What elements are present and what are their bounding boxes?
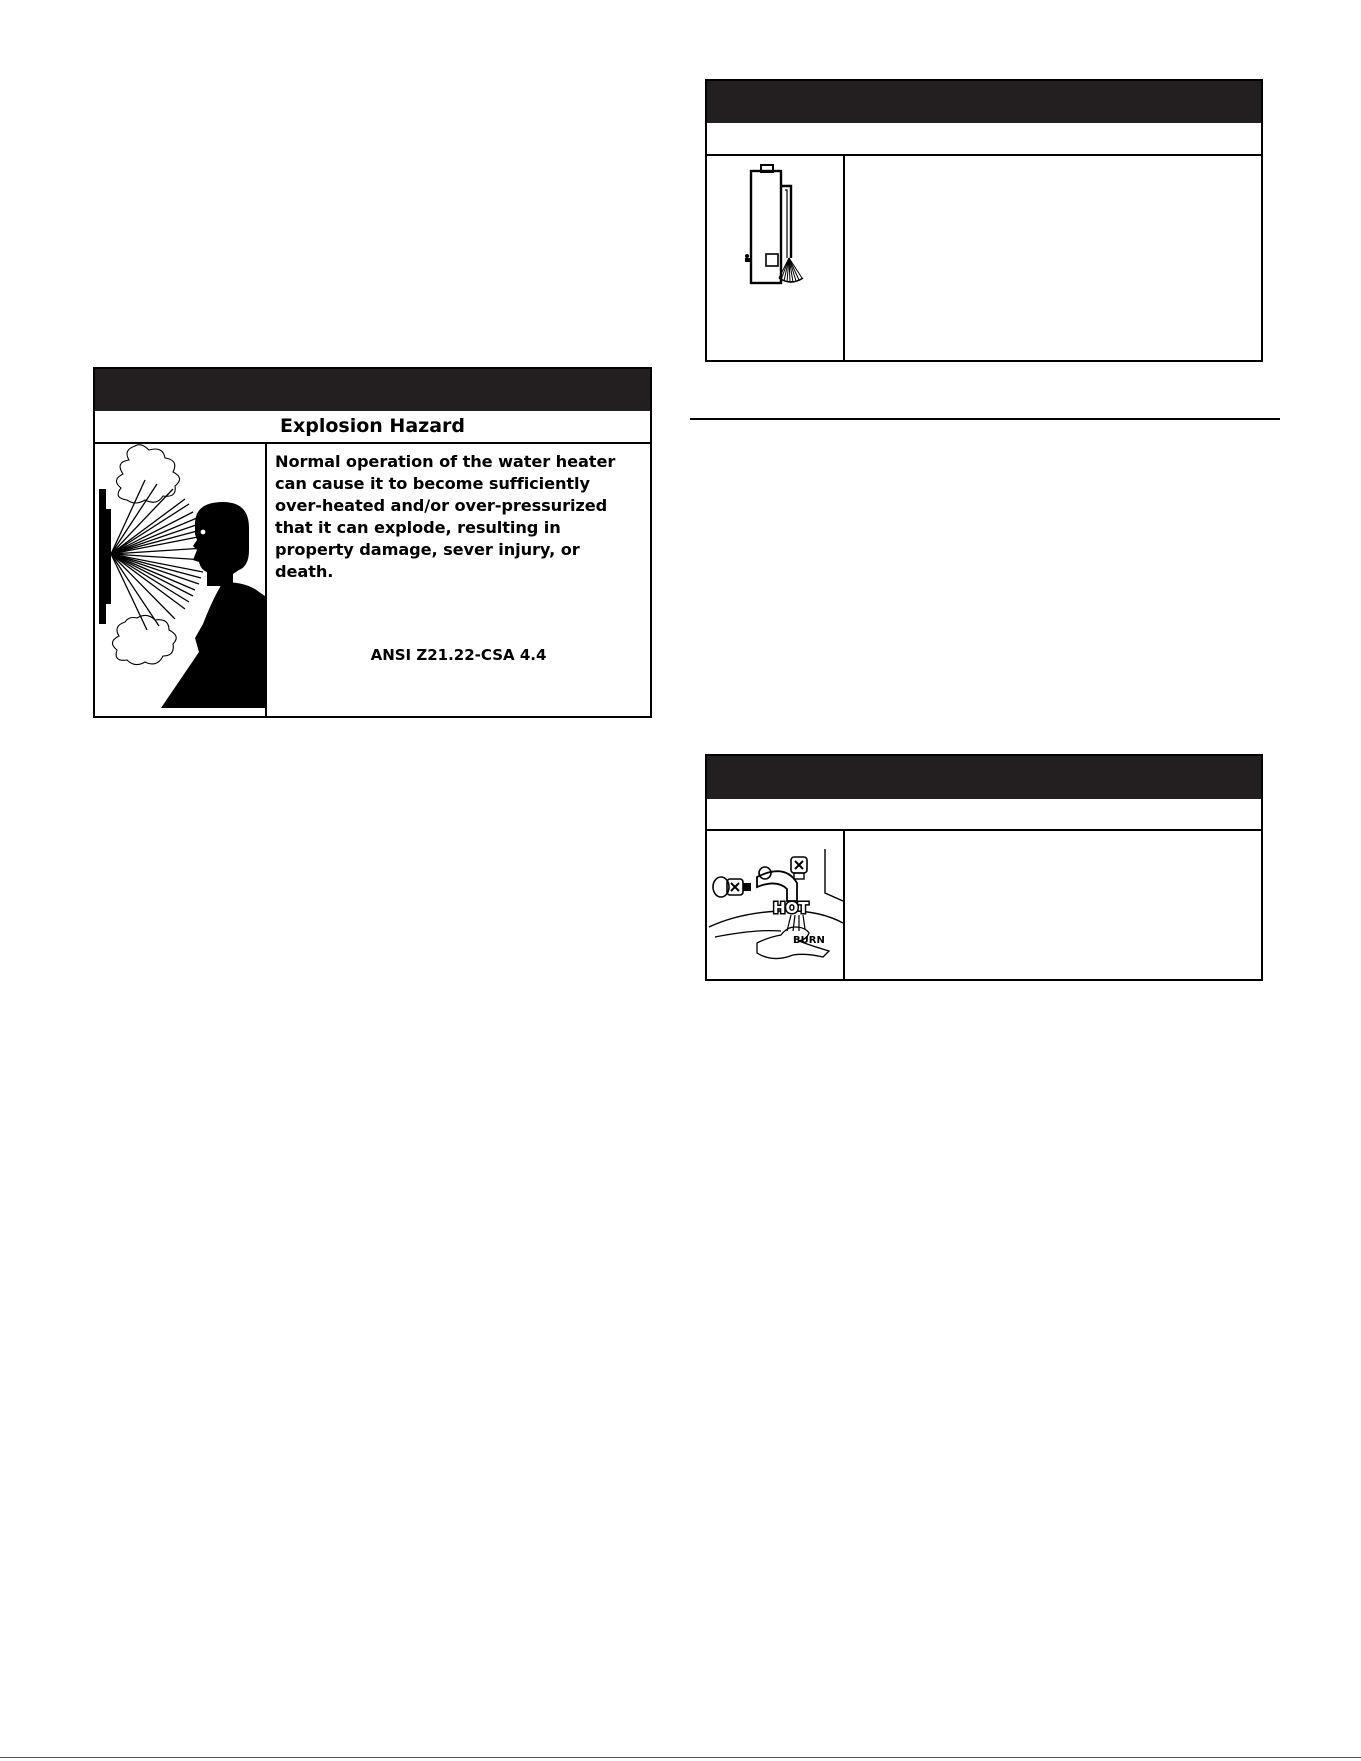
water-heater-warning bbox=[705, 79, 1263, 362]
warning-header-bar bbox=[707, 756, 1261, 799]
water-heater-spray-icon bbox=[707, 156, 845, 360]
warning-message bbox=[845, 156, 1261, 163]
warning-header-bar bbox=[707, 81, 1261, 123]
explosion-person-icon bbox=[95, 444, 267, 716]
burn-label: BURN bbox=[793, 935, 825, 946]
explosion-hazard-warning bbox=[93, 367, 652, 718]
warning-text-cell bbox=[845, 156, 1261, 360]
warning-text-cell bbox=[267, 444, 650, 716]
warning-text-cell bbox=[845, 831, 1261, 979]
scald-burn-warning bbox=[705, 754, 1263, 981]
hot-label: HOT bbox=[773, 899, 809, 917]
warning-message bbox=[845, 831, 1261, 838]
warning-body bbox=[95, 444, 650, 716]
page-bottom-rule bbox=[0, 1757, 1361, 1758]
warning-title: Explosion Hazard bbox=[95, 411, 650, 444]
section-divider bbox=[690, 418, 1280, 420]
hot-water-burn-icon bbox=[707, 831, 845, 979]
warning-header-bar bbox=[95, 369, 650, 411]
warning-message: Normal operation of the water heater can cause it to become sufficiently over-heated and/or over-pressurized that it can explode, resulting in property damage, sever injury, or death. bbox=[275, 452, 616, 581]
warning-body bbox=[707, 156, 1261, 360]
warning-title bbox=[707, 799, 1261, 831]
warning-body bbox=[707, 831, 1261, 979]
standard-reference: ANSI Z21.22-CSA 4.4 bbox=[370, 646, 547, 664]
warning-title bbox=[707, 123, 1261, 156]
